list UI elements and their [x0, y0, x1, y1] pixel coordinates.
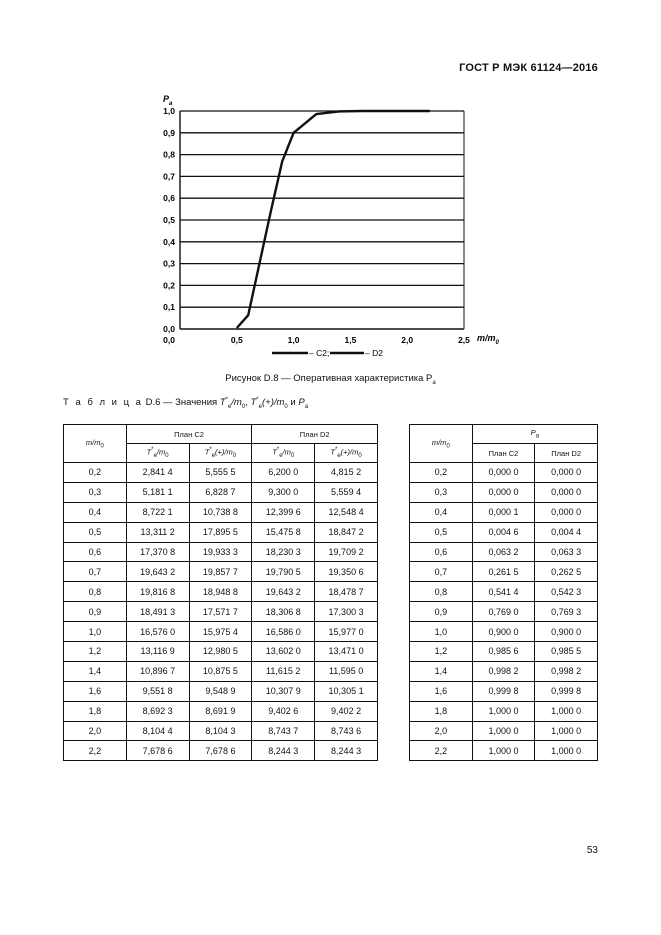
- page-number: 53: [586, 845, 598, 856]
- x-tick-label: 2,5: [458, 335, 470, 345]
- table-cell: 0,542 3: [535, 582, 598, 602]
- table-cell: 0,4: [410, 502, 473, 522]
- table-row: [410, 582, 598, 602]
- table-cell: 0,000 0: [535, 482, 598, 502]
- table-cell: 2,2: [410, 741, 473, 761]
- table-cell: 19,790 5: [252, 562, 315, 582]
- table-cell: 0,004 4: [535, 522, 598, 542]
- table-cell: 0,998 2: [472, 661, 535, 681]
- table-cell: 1,2: [410, 642, 473, 662]
- table-row: [410, 502, 598, 522]
- table-cell: 0,000 0: [472, 482, 535, 502]
- table-cell: 2,841 4: [126, 463, 189, 483]
- y-gridlines: [180, 111, 464, 307]
- table-row: [410, 721, 598, 741]
- table-cell: 0,769 0: [472, 602, 535, 622]
- x-tick-labels: [163, 335, 470, 345]
- legend-label-d2: – D2: [365, 348, 383, 358]
- table-cell: 10,307 9: [252, 681, 315, 701]
- header-te-plus-c2: $T^*_e(+)/m_0$: [189, 444, 252, 463]
- table-cell: 0,262 5: [535, 562, 598, 582]
- header-te-plus-d2: $T^*_e(+)/m_0$: [315, 444, 378, 463]
- x-tick-label: 2,0: [401, 335, 414, 345]
- table-cell: 19,933 3: [189, 542, 252, 562]
- header-te-c2: $T^*_e/m_0$: [126, 444, 189, 463]
- table-cell: 17,370 8: [126, 542, 189, 562]
- table-cell: 7,678 6: [189, 741, 252, 761]
- header-pa-d2: План D2: [535, 444, 598, 463]
- table-cell: 0,5: [410, 522, 473, 542]
- document-code: ГОСТ Р МЭК 61124—2016: [459, 62, 598, 74]
- table-cell: 9,402 6: [252, 701, 315, 721]
- table-cell: 13,116 9: [126, 642, 189, 662]
- header-m-m0-2: $m/m_0$: [410, 425, 473, 463]
- x-tick-label: 1,0: [287, 335, 300, 345]
- table-cell: 8,743 6: [315, 721, 378, 741]
- y-tick-labels: [163, 106, 175, 334]
- table-cell: 0,9: [64, 602, 127, 622]
- table-row: [410, 562, 598, 582]
- table-cell: 0,2: [64, 463, 127, 483]
- table-cell: 8,104 3: [189, 721, 252, 741]
- table-cell: 0,2: [410, 463, 473, 483]
- table-cell: 8,743 7: [252, 721, 315, 741]
- table-cell: 17,300 3: [315, 602, 378, 622]
- table-cell: 9,551 8: [126, 681, 189, 701]
- table-caption: Т а б л и ц а D.6 — Значения $T^*_e/m_0$, $T^*_e(+)/m_0$ и $P_a$: [63, 397, 309, 411]
- table-row: [64, 642, 378, 662]
- table-cell: 0,4: [64, 502, 127, 522]
- table-cell: 1,0: [410, 622, 473, 642]
- table-cell: 0,7: [410, 562, 473, 582]
- table-cell: 12,548 4: [315, 502, 378, 522]
- table-row: [64, 502, 378, 522]
- table-cell: 0,900 0: [535, 622, 598, 642]
- table-cell: 0,769 3: [535, 602, 598, 622]
- table-cell: 16,576 0: [126, 622, 189, 642]
- table-cell: 13,602 0: [252, 642, 315, 662]
- table-cell: 11,595 0: [315, 661, 378, 681]
- table-cell: 19,350 6: [315, 562, 378, 582]
- table-cell: 19,857 7: [189, 562, 252, 582]
- header-m-m0: $m/m_0$: [64, 425, 127, 463]
- table-cell: 6,200 0: [252, 463, 315, 483]
- table-row: [64, 562, 378, 582]
- table-cell: 1,6: [410, 681, 473, 701]
- header-plan-d2: План D2: [252, 425, 378, 444]
- table-cell: 6,828 7: [189, 482, 252, 502]
- y-axis-label: $P_a$: [163, 94, 173, 107]
- table-row: [410, 522, 598, 542]
- table-cell: 2,0: [64, 721, 127, 741]
- x-tick-label: 0,5: [230, 335, 243, 345]
- table-cell: 8,104 4: [126, 721, 189, 741]
- table-cell: 2,2: [64, 741, 127, 761]
- table-cell: 1,8: [410, 701, 473, 721]
- table-cell: 11,615 2: [252, 661, 315, 681]
- table-cell: 1,2: [64, 642, 127, 662]
- table-row: [410, 741, 598, 761]
- table-cell: 1,000 0: [472, 741, 535, 761]
- table-cell: 1,0: [64, 622, 127, 642]
- table-cell: 2,0: [410, 721, 473, 741]
- y-tick-label: 0,1: [163, 302, 175, 313]
- table-cell: 15,475 8: [252, 522, 315, 542]
- table-cell: 1,4: [410, 661, 473, 681]
- table-cell: 13,311 2: [126, 522, 189, 542]
- table-cell: 0,900 0: [472, 622, 535, 642]
- table-cell: 15,977 0: [315, 622, 378, 642]
- table-cell: 5,559 4: [315, 482, 378, 502]
- table-cell: 17,571 7: [189, 602, 252, 622]
- table-row: [64, 661, 378, 681]
- table-cell: 0,3: [410, 482, 473, 502]
- table-cell: 13,471 0: [315, 642, 378, 662]
- table-cell: 1,000 0: [535, 701, 598, 721]
- table-cell: 18,948 8: [189, 582, 252, 602]
- table-row: [64, 701, 378, 721]
- table-cell: 19,643 2: [252, 582, 315, 602]
- table-row: [64, 622, 378, 642]
- table-cell: 17,895 5: [189, 522, 252, 542]
- table-cell: 0,541 4: [472, 582, 535, 602]
- header-plan-c2: План C2: [126, 425, 252, 444]
- header-te-d2: $T^*_e/m_0$: [252, 444, 315, 463]
- table-cell: 1,000 0: [535, 741, 598, 761]
- x-tick-label: 1,5: [344, 335, 357, 345]
- table-cell: 8,244 3: [315, 741, 378, 761]
- y-tick-label: 0,9: [163, 127, 175, 138]
- table-row: [410, 622, 598, 642]
- table-cell: 19,643 2: [126, 562, 189, 582]
- table-cell: 0,3: [64, 482, 127, 502]
- table-cell: 9,548 9: [189, 681, 252, 701]
- legend-label-c2: – C2;: [309, 348, 330, 358]
- y-tick-label: 0,7: [163, 171, 175, 182]
- table-cell: 0,261 5: [472, 562, 535, 582]
- table-cell: 19,816 8: [126, 582, 189, 602]
- table-cell: 0,999 8: [535, 681, 598, 701]
- table-row: [64, 542, 378, 562]
- table-cell: 10,875 5: [189, 661, 252, 681]
- table-cell: 16,586 0: [252, 622, 315, 642]
- table-row: [410, 661, 598, 681]
- table-cell: 0,000 1: [472, 502, 535, 522]
- table-cell: 1,6: [64, 681, 127, 701]
- table-cell: 0,985 5: [535, 642, 598, 662]
- table-cell: 1,000 0: [535, 721, 598, 741]
- table-row: [410, 701, 598, 721]
- table-cell: 8,244 3: [252, 741, 315, 761]
- y-tick-label: 0,5: [163, 215, 175, 225]
- table-cell: 18,491 3: [126, 602, 189, 622]
- x-tick-label: 0,0: [163, 335, 175, 345]
- table-cell: 1,000 0: [472, 701, 535, 721]
- table-cell: 18,478 7: [315, 582, 378, 602]
- table-cell: 12,980 5: [189, 642, 252, 662]
- table-cell: 0,985 6: [472, 642, 535, 662]
- header-pa: $P_a$: [472, 425, 597, 444]
- table-cell: 0,6: [64, 542, 127, 562]
- table-cell: 0,5: [64, 522, 127, 542]
- x-axis-label: $m/m_0$: [477, 333, 499, 346]
- table-row: [410, 482, 598, 502]
- y-tick-label: 0,4: [163, 236, 175, 247]
- table-cell: 5,181 1: [126, 482, 189, 502]
- table-cell: 0,000 0: [535, 502, 598, 522]
- table-cell: 9,300 0: [252, 482, 315, 502]
- table-row: [64, 582, 378, 602]
- table-cell: 0,6: [410, 542, 473, 562]
- y-tick-label: 0,2: [163, 280, 175, 291]
- table-cell: 18,230 3: [252, 542, 315, 562]
- y-tick-label: 1,0: [163, 106, 175, 116]
- header-pa-c2: План C2: [472, 444, 535, 463]
- table-cell: 0,000 0: [535, 463, 598, 483]
- y-tick-label: 0,0: [163, 324, 175, 334]
- oc-chart: [150, 88, 520, 368]
- y-tick-label: 0,6: [163, 193, 175, 204]
- figure-caption: Рисунок D.8 — Оперативная характеристика $P_a$: [225, 373, 436, 386]
- table-cell: 1,4: [64, 661, 127, 681]
- table-cell: 0,7: [64, 562, 127, 582]
- table-cell: 9,402 2: [315, 701, 378, 721]
- table-cell: 19,709 2: [315, 542, 378, 562]
- table-row: [410, 542, 598, 562]
- table-row: [64, 741, 378, 761]
- table-cell: 5,555 5: [189, 463, 252, 483]
- table-row: [410, 463, 598, 483]
- y-tick-label: 0,3: [163, 258, 175, 269]
- table-row: [410, 642, 598, 662]
- table-cell: 0,063 2: [472, 542, 535, 562]
- table-cell: 0,063 3: [535, 542, 598, 562]
- table-cell: 8,691 9: [189, 701, 252, 721]
- table-cell: 10,738 8: [189, 502, 252, 522]
- table-cell: 12,399 6: [252, 502, 315, 522]
- table-cell: 8,692 3: [126, 701, 189, 721]
- table-cell: 0,000 0: [472, 463, 535, 483]
- table-cell: 18,306 8: [252, 602, 315, 622]
- table-cell: 1,000 0: [472, 721, 535, 741]
- table-cell: 0,999 8: [472, 681, 535, 701]
- table-row: [64, 602, 378, 622]
- table-row: [64, 522, 378, 542]
- table-row: [410, 681, 598, 701]
- table-cell: 0,004 6: [472, 522, 535, 542]
- table-cell: 1,8: [64, 701, 127, 721]
- table-cell: 15,975 4: [189, 622, 252, 642]
- table-cell: 7,678 6: [126, 741, 189, 761]
- data-table-pa: [409, 424, 598, 761]
- data-table-te: [63, 424, 378, 761]
- table-row: [64, 463, 378, 483]
- table-cell: 4,815 2: [315, 463, 378, 483]
- table-cell: 18,847 2: [315, 522, 378, 542]
- y-tick-label: 0,8: [163, 149, 175, 160]
- table-row: [410, 602, 598, 622]
- table-row: [64, 681, 378, 701]
- table-row: [64, 482, 378, 502]
- table-cell: 0,8: [410, 582, 473, 602]
- table-cell: 10,896 7: [126, 661, 189, 681]
- table-cell: 8,722 1: [126, 502, 189, 522]
- table-cell: 0,998 2: [535, 661, 598, 681]
- table-cell: 0,8: [64, 582, 127, 602]
- table-cell: 10,305 1: [315, 681, 378, 701]
- table-row: [64, 721, 378, 741]
- table-cell: 0,9: [410, 602, 473, 622]
